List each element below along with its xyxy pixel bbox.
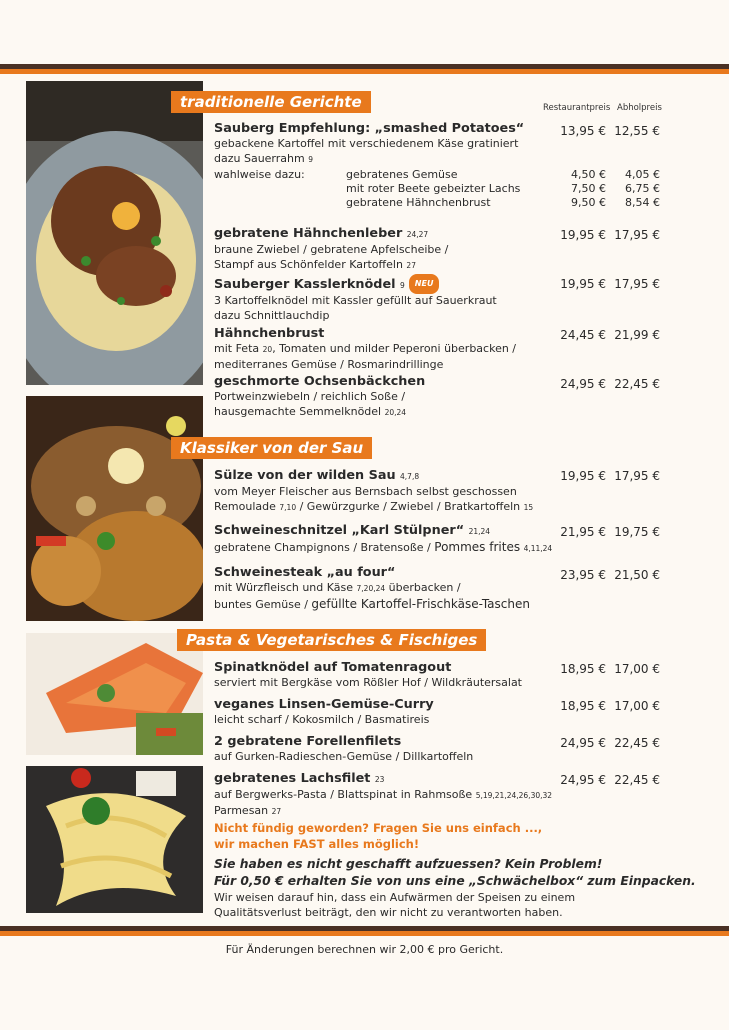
option-price: 7,50 €: [571, 182, 606, 195]
option-price: 6,75 €: [625, 182, 660, 195]
reheating-disclaimer: [214, 890, 575, 920]
option-label: mit roter Beete gebeizter Lachs: [346, 182, 521, 195]
item-desc: vom Meyer Fleischer aus Bernsbach selbst geschossen: [214, 485, 517, 498]
footer-note: Für Änderungen berechnen wir 2,00 € pro Gericht.: [225, 943, 504, 956]
options-list: [346, 168, 520, 210]
note-line: Sie haben es nicht geschafft aufzuessen? Kein Problem!: [214, 857, 603, 871]
item-desc: auf Bergwerks-Pasta / Blattspinat in Rahmsoße 5,19,21,24,26,30,32: [214, 788, 553, 801]
item-name: Spinatknödel auf Tomatenragout: [214, 660, 452, 675]
price-pickup: 17,00 €: [614, 662, 660, 676]
price-restaurant: 21,95 €: [560, 525, 606, 539]
item-desc: auf Gurken-Radieschen-Gemüse / Dillkartoffeln: [214, 750, 474, 763]
item-name: gebratenes Lachsfilet 23: [214, 771, 385, 786]
section-title-traditional: traditionelle Gerichte: [171, 91, 371, 113]
note-line: wir machen FAST alles möglich!: [214, 837, 420, 851]
price-pickup: 17,95 €: [614, 469, 660, 483]
item-name: Sauberg Empfehlung: „smashed Potatoes“: [214, 121, 525, 136]
price-restaurant: 18,95 €: [560, 662, 606, 676]
price-restaurant: 24,95 €: [560, 736, 606, 750]
column-header-restaurant: Restaurantpreis: [543, 103, 611, 113]
price-restaurant: 24,95 €: [560, 773, 606, 787]
item-desc: gebackene Kartoffel mit verschiedenem Käse gratiniert: [214, 137, 519, 150]
option-price: 4,50 €: [571, 168, 606, 181]
item-desc: 3 Kartoffelknödel mit Kassler gefüllt auf Sauerkraut: [214, 294, 497, 307]
item-desc: mit Feta 20, Tomaten und milder Peperoni überbacken /: [214, 342, 517, 355]
item-desc: Parmesan 27: [214, 803, 282, 817]
price-restaurant: 13,95 €: [560, 124, 606, 138]
note-line: Wir weisen darauf hin, dass ein Aufwärmen der Speisen zu einem: [214, 891, 576, 904]
note-line: Nicht fündig geworden? Fragen Sie uns einfach ...,: [214, 821, 543, 835]
item-name: veganes Linsen-Gemüse-Curry: [214, 697, 434, 712]
price-pickup: 19,75 €: [614, 525, 660, 539]
option-label: gebratenes Gemüse: [346, 168, 458, 181]
item-desc: Stampf aus Schönfelder Kartoffeln 27: [214, 257, 416, 271]
price-restaurant: 19,95 €: [560, 469, 606, 483]
note-line: Qualitätsverlust beiträgt, den wir nicht zu verantworten haben.: [214, 906, 563, 919]
price-restaurant: 19,95 €: [560, 277, 606, 291]
item-desc: leicht scharf / Kokosmilch / Basmatireis: [214, 713, 430, 726]
option-price: 4,05 €: [625, 168, 660, 181]
price-restaurant: 23,95 €: [560, 568, 606, 582]
item-desc: hausgemachte Semmelknödel 20,24: [214, 404, 407, 418]
item-desc: mediterranes Gemüse / Rosmarindrillinge: [214, 357, 444, 371]
item-desc: dazu Sauerrahm 9: [214, 151, 313, 165]
option-prices-restaurant: [571, 168, 606, 210]
item-desc: mit Würzfleisch und Käse 7,20,24 überbacken /: [214, 581, 461, 594]
price-pickup: 17,00 €: [614, 699, 660, 713]
option-label: gebratene Hähnchenbrust: [346, 196, 491, 209]
item-desc: dazu Schnittlauchdip: [214, 308, 330, 322]
option-prices-pickup: [625, 168, 660, 210]
top-stripe-orange: [0, 69, 729, 74]
price-pickup: 17,95 €: [614, 228, 660, 242]
item-name: gebratene Hähnchenleber 24,27: [214, 226, 429, 241]
salmon-photo: [26, 633, 203, 755]
item-name: Sauberger Kasslerknödel 9 NEU: [214, 274, 674, 294]
bottom-stripe-orange: [0, 931, 729, 936]
price-pickup: 12,55 €: [614, 124, 660, 138]
item-name: 2 gebratene Forellenfilets: [214, 734, 402, 749]
takeaway-box-note: [214, 856, 696, 890]
column-header-pickup: Abholpreis: [617, 103, 662, 113]
item-name: Sülze von der wilden Sau 4,7,8: [214, 468, 420, 483]
price-restaurant: 24,95 €: [560, 377, 606, 391]
item-desc: braune Zwiebel / gebratene Apfelscheibe /: [214, 243, 449, 256]
item-desc: Portweinzwiebeln / reichlich Soße /: [214, 390, 406, 403]
potato-dish-photo: [26, 81, 203, 385]
price-pickup: 22,45 €: [614, 377, 660, 391]
pork-mushroom-photo: [26, 396, 203, 621]
option-price: 9,50 €: [571, 196, 606, 209]
item-name: Schweinesteak „au four“: [214, 565, 396, 580]
item-name: Schweineschnitzel „Karl Stülpner“ 21,24: [214, 523, 491, 538]
section-title-classics: Klassiker von der Sau: [171, 437, 372, 459]
price-pickup: 22,45 €: [614, 773, 660, 787]
item-desc: Remoulade 7,10 / Gewürzgurke / Zwiebel / Bratkartoffeln 15: [214, 499, 534, 513]
options-label: wahlweise dazu:: [214, 168, 305, 181]
item-desc: serviert mit Bergkäse vom Rößler Hof / Wildkräutersalat: [214, 676, 522, 689]
note-line: Für 0,50 € erhalten Sie von uns eine „Schwächelbox“ zum Einpacken.: [214, 874, 696, 888]
price-restaurant: 24,45 €: [560, 328, 606, 342]
ask-us-note: [214, 820, 542, 852]
price-pickup: 21,99 €: [614, 328, 660, 342]
price-restaurant: 19,95 €: [560, 228, 606, 242]
option-price: 8,54 €: [625, 196, 660, 209]
price-pickup: 22,45 €: [614, 736, 660, 750]
item-desc: buntes Gemüse / gefüllte Kartoffel-Frischkäse-Taschen: [214, 596, 530, 611]
item-desc: gebratene Champignons / Bratensoße / Pommes frites 4,11,24: [214, 540, 553, 554]
section-title-pasta: Pasta & Vegetarisches & Fischiges: [177, 629, 486, 651]
item-name: geschmorte Ochsenbäckchen: [214, 374, 426, 389]
item-name: Hähnchenbrust: [214, 326, 325, 341]
price-pickup: 21,50 €: [614, 568, 660, 582]
price-pickup: 17,95 €: [614, 277, 660, 291]
price-restaurant: 18,95 €: [560, 699, 606, 713]
pasta-photo: [26, 766, 203, 913]
new-badge: NEU: [409, 274, 440, 294]
